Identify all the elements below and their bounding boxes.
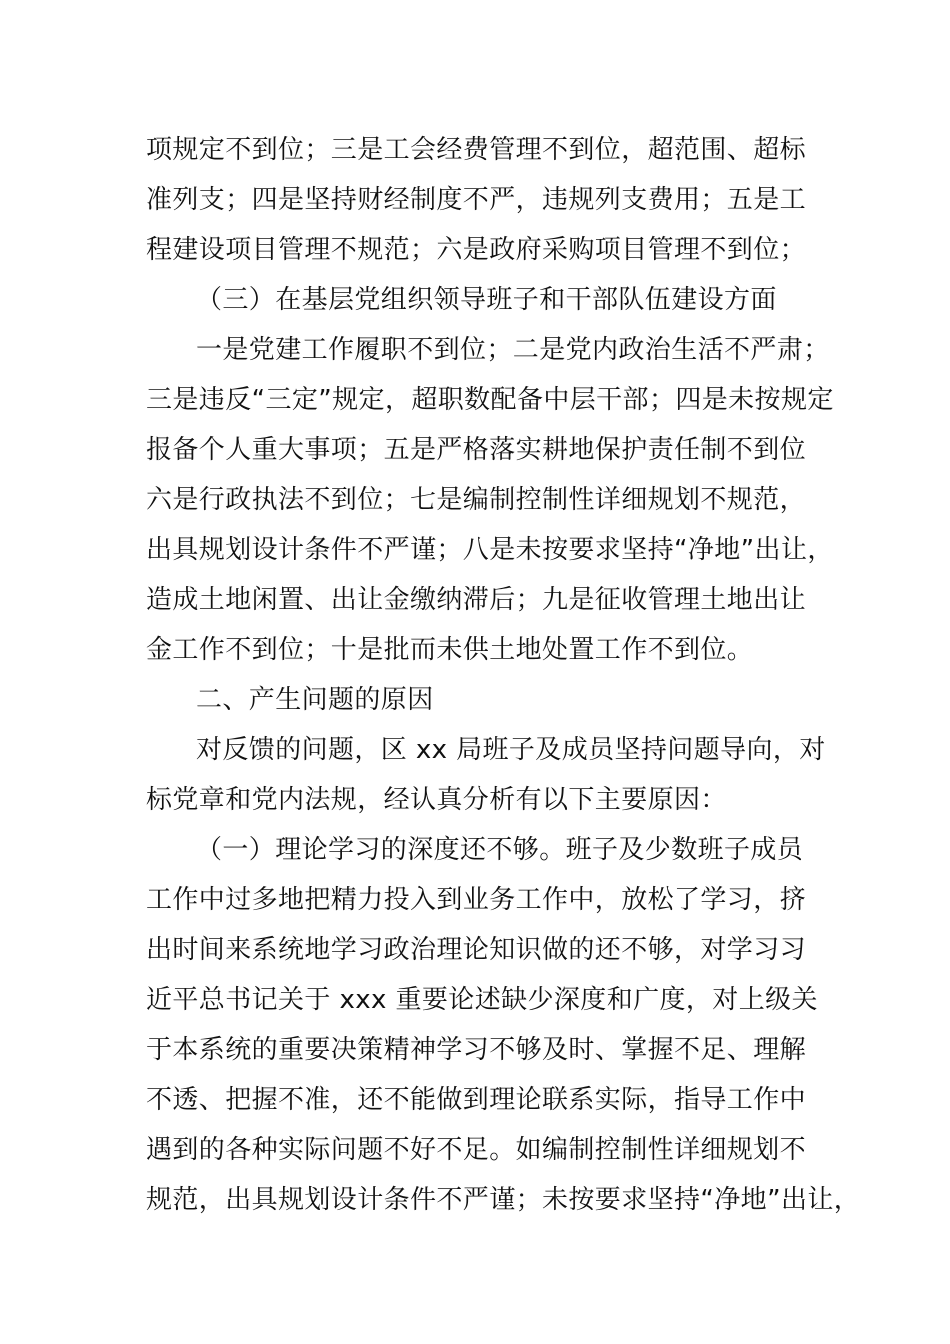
body-text-line: 不透、把握不准，还不能做到理论联系实际，指导工作中 xyxy=(146,1085,807,1115)
body-text-line: 金工作不到位；十是批而未供土地处置工作不到位。 xyxy=(146,635,754,665)
body-text-line: 标党章和党内法规，经认真分析有以下主要原因： xyxy=(146,785,727,815)
body-text-line: 遇到的各种实际问题不好不足。如编制控制性详细规划不 xyxy=(146,1135,807,1165)
body-text-line: 于本系统的重要决策精神学习不够及时、掌握不足、理解 xyxy=(146,1035,807,1065)
section-heading: 二、产生问题的原因 xyxy=(196,685,434,715)
body-text-line: 出具规划设计条件不严谨；八是未按要求坚持“净地”出让， xyxy=(146,535,834,565)
body-text-line: 项规定不到位；三是工会经费管理不到位，超范围、超标 xyxy=(146,135,807,165)
section-heading: （三）在基层党组织领导班子和干部队伍建设方面 xyxy=(196,285,777,315)
body-text-line: 准列支；四是坚持财经制度不严，违规列支费用；五是工 xyxy=(146,185,807,215)
body-text-line: 报备个人重大事项；五是严格落实耕地保护责任制不到位 xyxy=(146,435,807,465)
body-text-line: 六是行政执法不到位；七是编制控制性详细规划不规范， xyxy=(146,485,807,515)
paragraph-first-line: 对反馈的问题，区 xx 局班子及成员坚持问题导向，对 xyxy=(196,735,826,765)
body-text-line: 工作中过多地把精力投入到业务工作中，放松了学习，挤 xyxy=(146,885,807,915)
body-text-line: 近平总书记关于 xxx 重要论述缺少深度和广度，对上级关 xyxy=(146,985,818,1015)
paragraph-first-line: 一是党建工作履职不到位；二是党内政治生活不严肃； xyxy=(196,335,830,365)
section-heading: （一）理论学习的深度还不够。班子及少数班子成员 xyxy=(196,835,804,865)
body-text-line: 出时间来系统地学习政治理论知识做的还不够，对学习习 xyxy=(146,935,807,965)
body-text-line: 三是违反“三定”规定，超职数配备中层干部；四是未按规定 xyxy=(146,385,834,415)
body-text-line: 规范，出具规划设计条件不严谨；未按要求坚持“净地”出让， xyxy=(146,1185,861,1215)
body-text-line: 造成土地闲置、出让金缴纳滞后；九是征收管理土地出让 xyxy=(146,585,807,615)
body-text-line: 程建设项目管理不规范；六是政府采购项目管理不到位； xyxy=(146,235,807,265)
